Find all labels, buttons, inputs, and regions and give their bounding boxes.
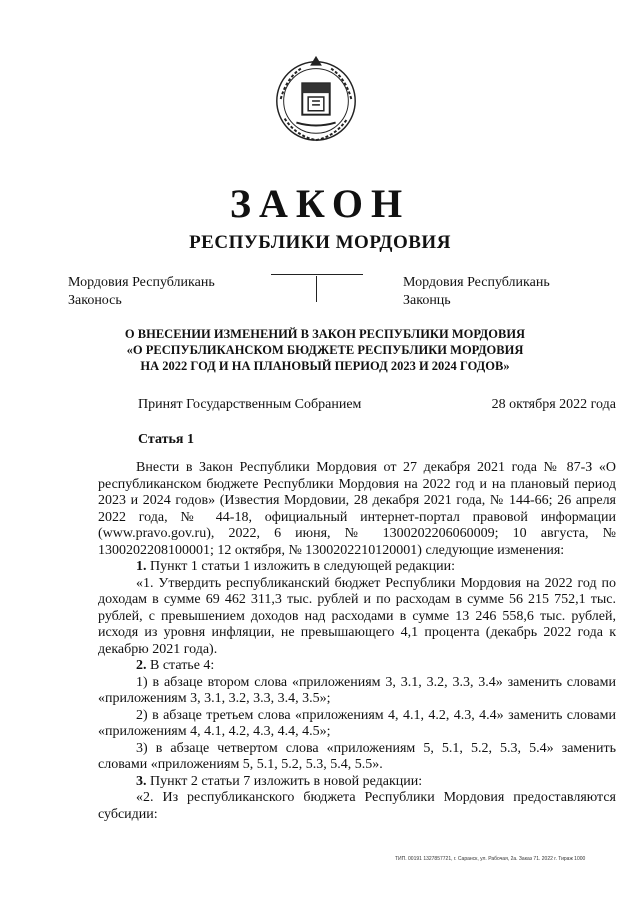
document-title: ЗАКОН (229, 181, 411, 226)
item-1-text: Пункт 1 статьи 1 изложить в следующей редакции: (146, 559, 455, 574)
print-imprint: ТИП. 00191 1327857721, г. Саранск, ул. Рабочая, 2а. Заказ 71. 2022 г. Тираж 1000 (395, 856, 586, 862)
item-3-text: Пункт 2 статьи 7 изложить в новой редакции: (146, 773, 423, 789)
article-body (98, 460, 616, 823)
adopted-by-label: Принят Государственным Собранием (138, 397, 362, 412)
item-3-quote: «2. Из республиканского бюджета Республики Мордовия предоставляются субсидии: (98, 790, 616, 822)
item-2-paragraph (98, 658, 616, 675)
law-name-line-3: НА 2022 ГОД И НА ПЛАНОВЫЙ ПЕРИОД 2023 И 2024 ГОДОВ» (140, 359, 510, 373)
item-1-quote: «1. Утвердить республиканский бюджет Республики Мордовия на 2022 год по доходам в сумме 69 462 311,3 тыс. рублей и по расходам в сумме 56 215 752,1 тыс. рублей, с превышением доходов над расходами в сумме 13 246 558,6 тыс. рублей, исходя из уровня инфляции, не превышающего 4,1 процента (декабрь 2022 года к декабрю 2021 года). (98, 575, 616, 657)
article-heading: Статья 1 (138, 432, 194, 447)
item-2-sub-2: 2) в абзаце третьем слова «приложениям 4, 4.1, 4.2, 4.3, 4.4» заменить словами «приложениям 4, 4.1, 4.2, 4.3, 4.4, 4.5»; (98, 707, 616, 739)
item-2-sub-1: 1) в абзаце втором слова «приложениям 3, 3.1, 3.2, 3.3, 3.4» заменить словами «приложениям 3, 3.1, 3.2, 3.3, 3.4, 3.5»; (98, 674, 616, 706)
item-3-paragraph (98, 774, 616, 791)
left-language-heading (68, 274, 215, 310)
item-1-number: 1. (136, 559, 147, 574)
document-subtitle: РЕСПУБЛИКИ МОРДОВИЯ (189, 232, 451, 253)
coat-of-arms-emblem (267, 50, 365, 148)
left-heading-line-2: Законось (68, 293, 122, 308)
law-name-line-2: «О РЕСПУБЛИКАНСКОМ БЮДЖЕТЕ РЕСПУБЛИКИ МОРДОВИЯ (126, 343, 524, 357)
right-heading-line-1: Мордовия Республикань (403, 275, 550, 290)
item-2-number: 2. (136, 658, 147, 673)
item-3-number: 3. (136, 773, 147, 789)
adopted-date: 28 октября 2022 года (491, 397, 616, 412)
right-heading-line-2: Законць (403, 293, 451, 308)
law-name-line-1: О ВНЕСЕНИИ ИЗМЕНЕНИЙ В ЗАКОН РЕСПУБЛИКИ МОРДОВИЯ (124, 327, 526, 341)
adoption-line (138, 397, 616, 413)
right-language-heading (403, 274, 550, 310)
law-name-heading (90, 326, 560, 374)
registration-tick (316, 276, 317, 302)
item-2-sub-3: 3) в абзаце четвертом слова «приложениям 5, 5.1, 5.2, 5.3, 5.4» заменить словами «приложениям 5, 5.1, 5.2, 5.3, 5.4, 5.5». (98, 740, 616, 772)
item-1-paragraph (98, 559, 616, 576)
item-2-text: В статье 4: (146, 658, 215, 673)
left-heading-line-1: Мордовия Республикань (68, 275, 215, 290)
intro-paragraph: Внести в Закон Республики Мордовия от 27 декабря 2021 года № 87-З «О республиканском бюджете Республики Мордовия на 2022 год и на плановый период 2023 и 2024 годов» (Известия Мордовии, 28 декабря 2021 года, № 144-66; 26 апреля 2022 года, № 44-18, официальный интернет-портал правовой информации (www.pravo.gov.ru), 2022, 6 июня, № 1300202206060009; 10 августа, № 1300202208100001; 12 октября, № 1300202210120001) следующие изменения: (98, 460, 616, 558)
registration-line (271, 274, 363, 275)
